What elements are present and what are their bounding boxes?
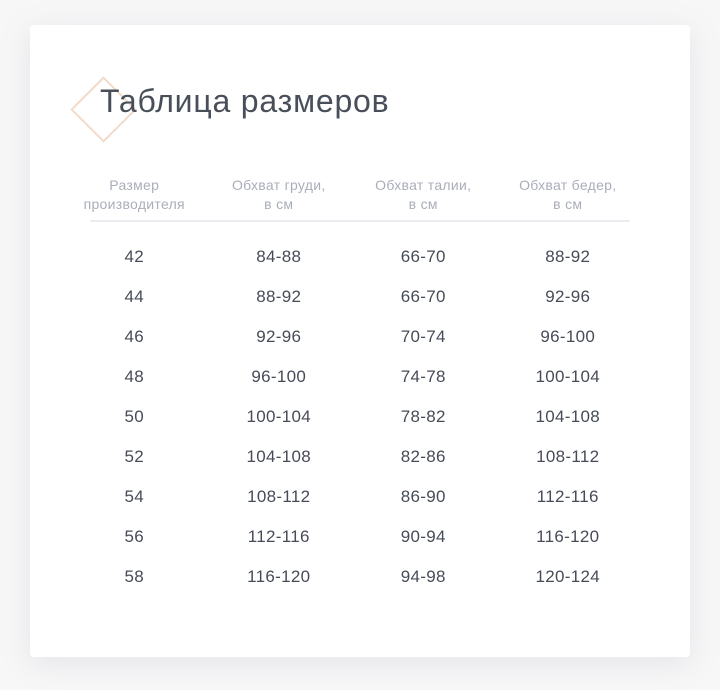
size-cell: 58: [124, 567, 144, 586]
column-header-line: Размер: [109, 177, 160, 193]
table-row: [62, 317, 640, 357]
size-cell: 50: [124, 407, 144, 426]
size-cell: 46: [124, 327, 144, 346]
waist-cell: 86-90: [400, 487, 446, 506]
waist-cell: 66-70: [400, 287, 446, 306]
hips-cell: 120-124: [535, 567, 600, 586]
size-cell: 48: [124, 367, 144, 386]
table-row: [62, 557, 640, 597]
title-section: [30, 25, 690, 155]
chest-cell: 108-112: [247, 487, 311, 506]
size-cell: 54: [124, 487, 144, 506]
table-row: [62, 397, 640, 437]
hips-cell: 108-112: [536, 447, 600, 466]
chest-cell: 112-116: [247, 527, 310, 546]
hips-cell: 92-96: [545, 287, 591, 306]
waist-cell: 70-74: [400, 327, 446, 346]
column-header-line: производителя: [83, 196, 185, 212]
waist-cell: 66-70: [400, 247, 446, 266]
hips-cell: 96-100: [540, 327, 596, 346]
hips-cell: 100-104: [535, 367, 600, 386]
waist-cell: 90-94: [400, 527, 446, 546]
column-header-manufacturer-size: [62, 176, 207, 214]
column-header-waist: [351, 176, 496, 214]
column-header-line: Обхват груди,: [231, 177, 326, 193]
table-row: [62, 517, 640, 557]
chest-cell: 104-108: [246, 447, 311, 466]
column-header-line: Обхват бедер,: [519, 177, 617, 193]
table-row: [62, 437, 640, 477]
column-header-line: в см: [264, 196, 294, 212]
table-row: [62, 237, 640, 277]
chest-cell: 92-96: [256, 327, 302, 346]
chest-cell: 84-88: [256, 247, 302, 266]
hips-cell: 104-108: [535, 407, 600, 426]
column-header-line: Обхват талии,: [375, 177, 472, 193]
table-row: [62, 277, 640, 317]
chest-cell: 116-120: [247, 567, 311, 586]
size-cell: 42: [124, 247, 144, 266]
size-chart-card: [30, 25, 690, 657]
chest-cell: 100-104: [246, 407, 311, 426]
chest-cell: 88-92: [256, 287, 302, 306]
waist-cell: 74-78: [400, 367, 446, 386]
hips-cell: 88-92: [545, 247, 591, 266]
table-header-row: [62, 176, 640, 214]
chest-cell: 96-100: [251, 367, 307, 386]
size-cell: 56: [124, 527, 144, 546]
column-header-chest: [207, 176, 352, 214]
page-title: Таблица размеров: [100, 83, 390, 119]
table-row: [62, 357, 640, 397]
size-table: [62, 176, 640, 597]
hips-cell: 112-116: [536, 487, 599, 506]
column-header-line: в см: [553, 196, 583, 212]
waist-cell: 82-86: [400, 447, 446, 466]
hips-cell: 116-120: [536, 527, 600, 546]
column-header-hips: [496, 176, 641, 214]
size-cell: 44: [124, 287, 144, 306]
waist-cell: 78-82: [400, 407, 446, 426]
table-body: [62, 222, 640, 597]
waist-cell: 94-98: [400, 567, 446, 586]
table-row: [62, 477, 640, 517]
column-header-line: в см: [408, 196, 438, 212]
size-cell: 52: [124, 447, 144, 466]
